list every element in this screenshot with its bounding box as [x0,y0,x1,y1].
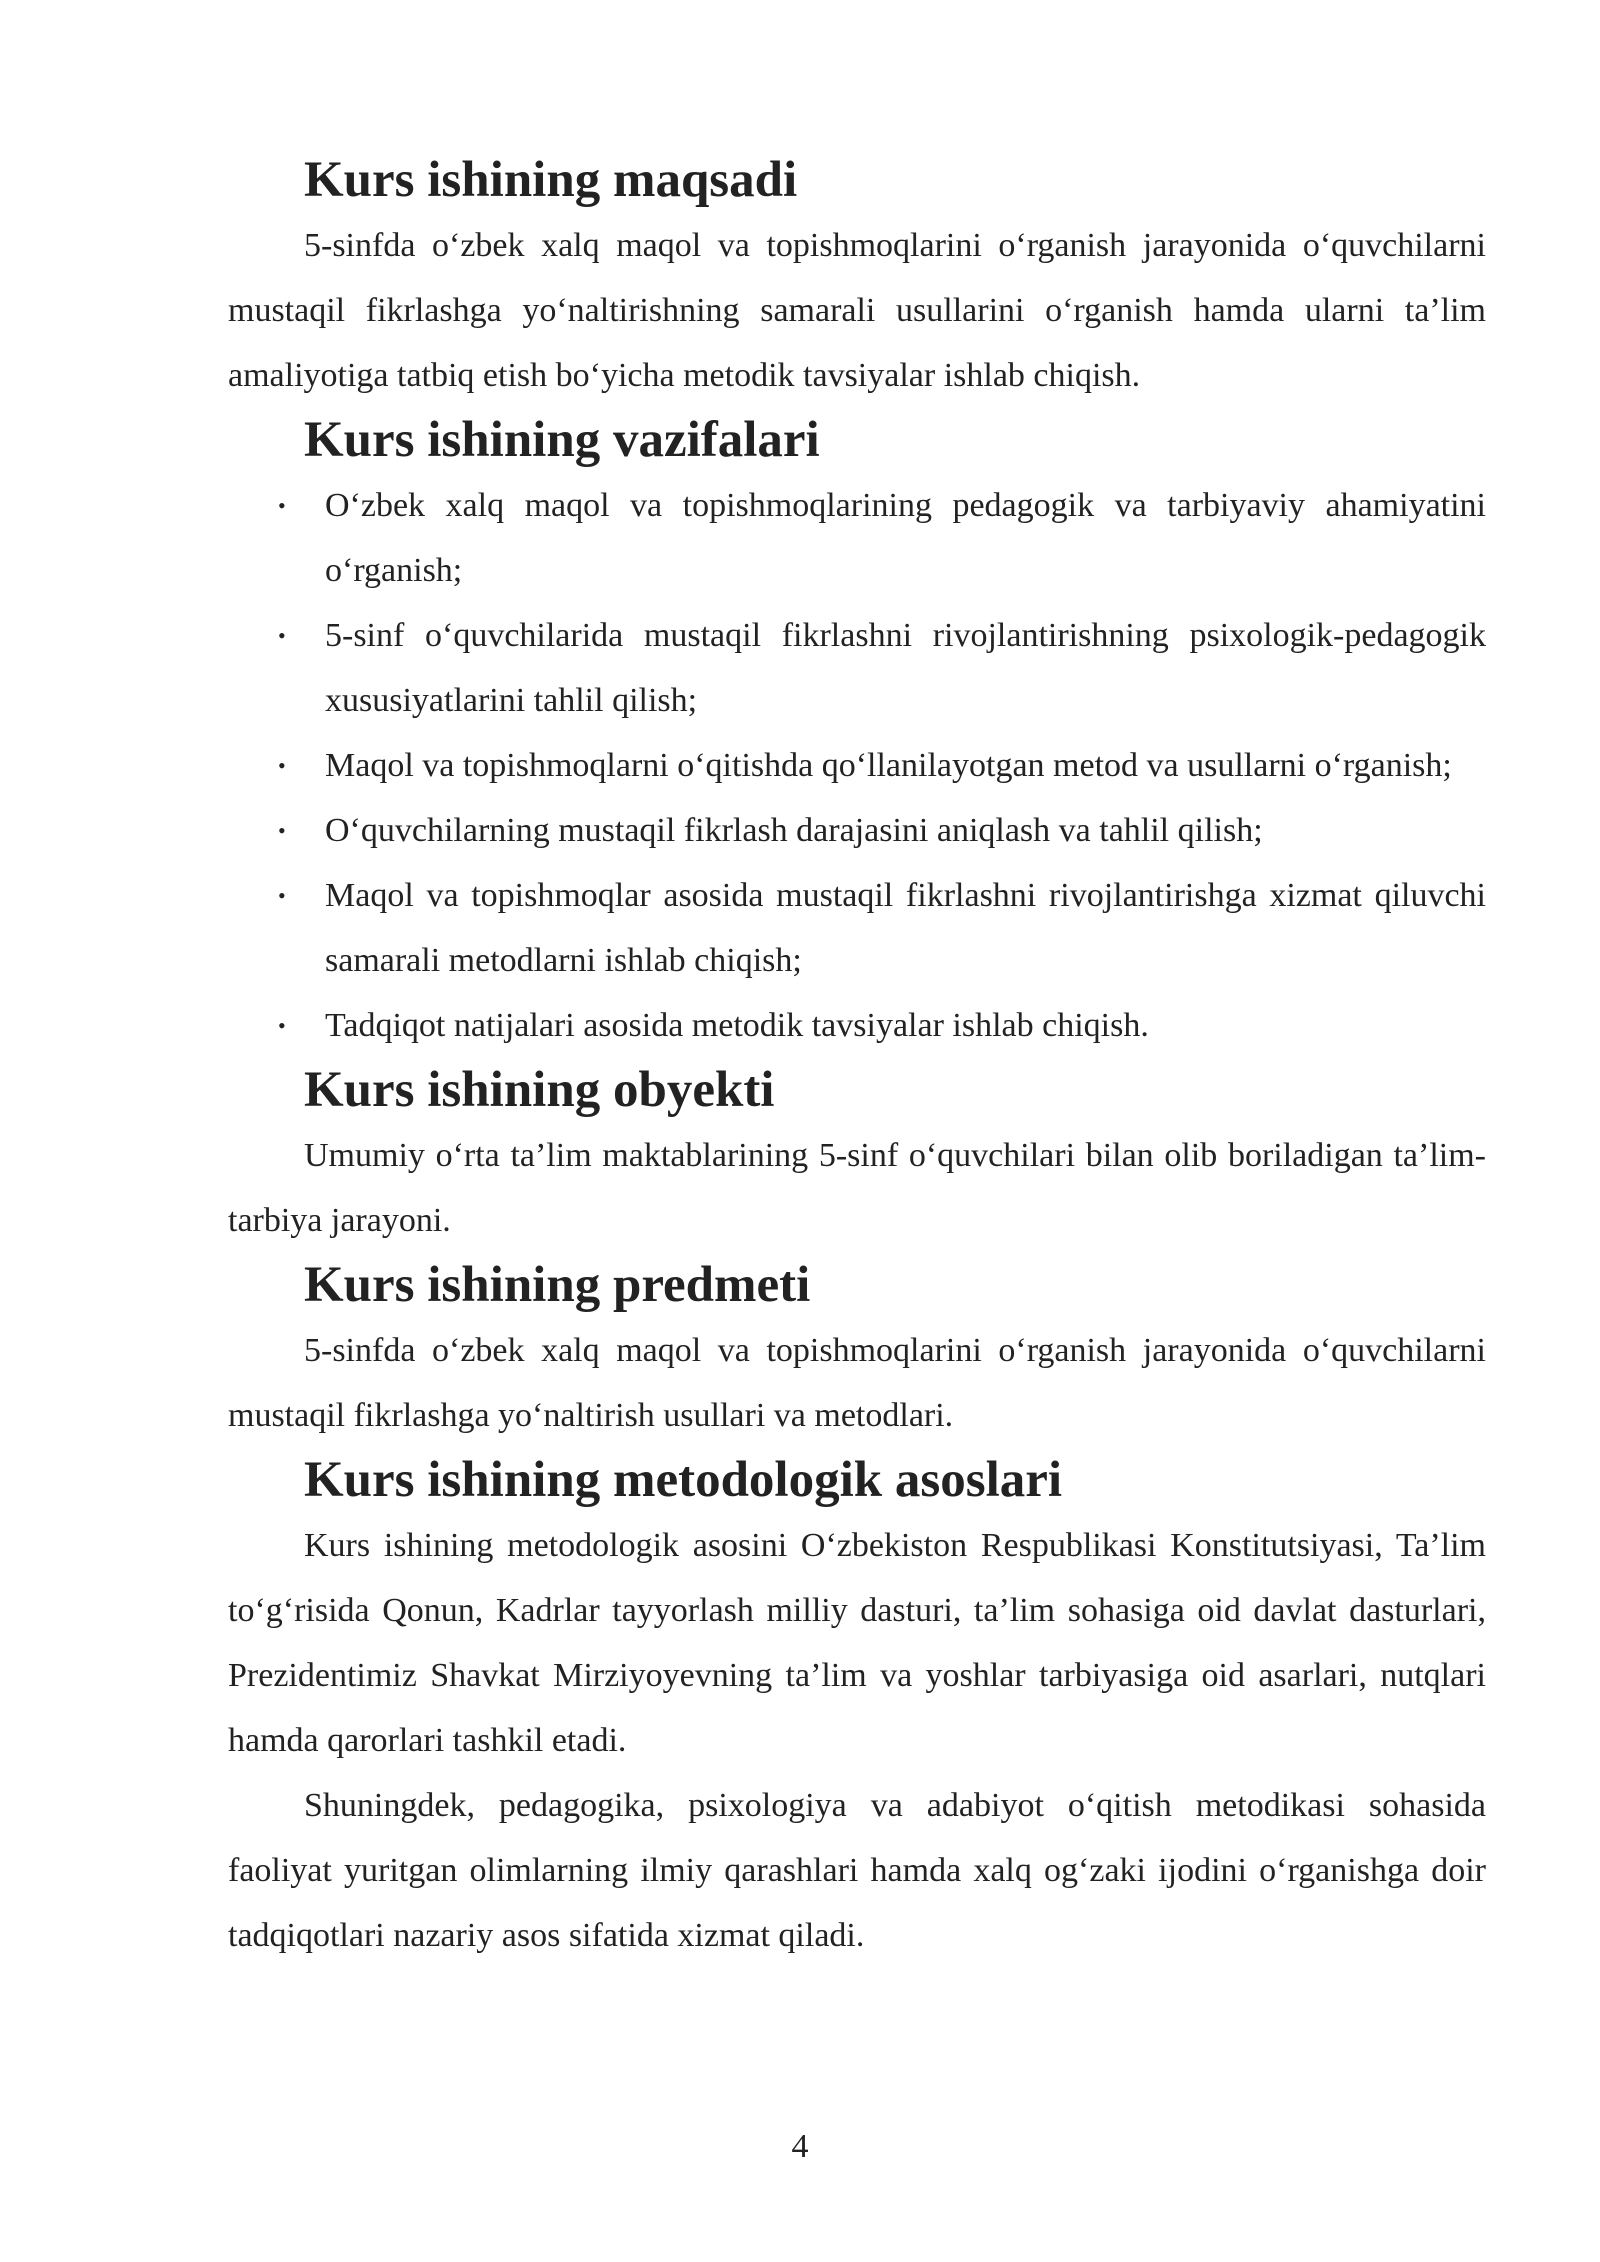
list-item-text: Maqol va topishmoqlarni o‘qitishda qo‘llanilayotgan metod va usullarni o‘rganish; [325,747,1452,784]
section-heading-vazifalar: Kurs ishining vazifalari [304,412,820,468]
bullet-icon: • [278,623,286,648]
list-item [228,473,1486,603]
section-heading-predmet: Kurs ishining predmeti [304,1257,811,1313]
paragraph-metodologiya-1: Kurs ishining metodologik asosini O‘zbekiston Respublikasi Konstitutsiyasi, Ta’lim to‘g‘risida Qonun, Kadrlar tayyorlash milliy dasturi, ta’lim sohasiga oid davlat dasturlari, Prezidentimiz Shavkat Mirziyoyevning ta’lim va yoshlar tarbiyasiga oid asarlari, nutqlari hamda qarorlari tashkil etadi. [228,1527,1486,1759]
section-heading-maqsad: Kurs ishining maqsadi [304,152,798,208]
list-item-text: O‘zbek xalq maqol va topishmoqlarining pedagogik va tarbiyaviy ahamiyatini o‘rganish; [325,487,1486,589]
list-item-text: Maqol va topishmoqlar asosida mustaqil fikrlashni rivojlantirishga xizmat qiluvchi samarali metodlarni ishlab chiqish; [325,877,1486,979]
paragraph-obyekt: Umumiy o‘rta ta’lim maktablarining 5-sinf o‘quvchilari bilan olib boriladigan ta’lim-tarbiya jarayoni. [228,1137,1486,1239]
list-item [228,863,1486,993]
list-item [228,733,1486,798]
document-page [228,148,1486,1968]
list-item-text: O‘quvchilarning mustaqil fikrlash darajasini aniqlash va tahlil qilish; [325,812,1263,849]
section-heading-metodologiya: Kurs ishining metodologik asoslari [304,1452,1063,1508]
bullet-icon: • [278,753,286,778]
list-item [228,603,1486,733]
task-list [228,473,1486,1058]
bullet-icon: • [278,818,286,843]
list-item [228,993,1486,1058]
list-item [228,798,1486,863]
page-number: 4 [791,2128,809,2165]
section-heading-obyekt: Kurs ishining obyekti [304,1062,775,1118]
paragraph-maqsad: 5-sinfda o‘zbek xalq maqol va topishmoqlarini o‘rganish jarayonida o‘quvchilarni mustaqil fikrlashga yo‘naltirishning samarali usullarini o‘rganish hamda ularni ta’lim amaliyotiga tatbiq etish bo‘yicha metodik tavsiyalar ishlab chiqish. [228,227,1486,394]
list-item-text: Tadqiqot natijalari asosida metodik tavsiyalar ishlab chiqish. [325,1007,1149,1044]
paragraph-predmet: 5-sinfda o‘zbek xalq maqol va topishmoqlarini o‘rganish jarayonida o‘quvchilarni mustaqil fikrlashga yo‘naltirish usullari va metodlari. [228,1332,1486,1434]
bullet-icon: • [278,493,286,518]
paragraph-metodologiya-2: Shuningdek, pedagogika, psixologiya va adabiyot o‘qitish metodikasi sohasida faoliyat yuritgan olimlarning ilmiy qarashlari hamda xalq og‘zaki ijodini o‘rganishga doir tadqiqotlari nazariy asos sifatida xizmat qiladi. [228,1787,1486,1954]
bullet-icon: • [278,1013,286,1038]
list-item-text: 5-sinf o‘quvchilarida mustaqil fikrlashni rivojlantirishning psixologik-pedagogik xususiyatlarini tahlil qilish; [325,617,1486,719]
bullet-icon: • [278,883,286,908]
